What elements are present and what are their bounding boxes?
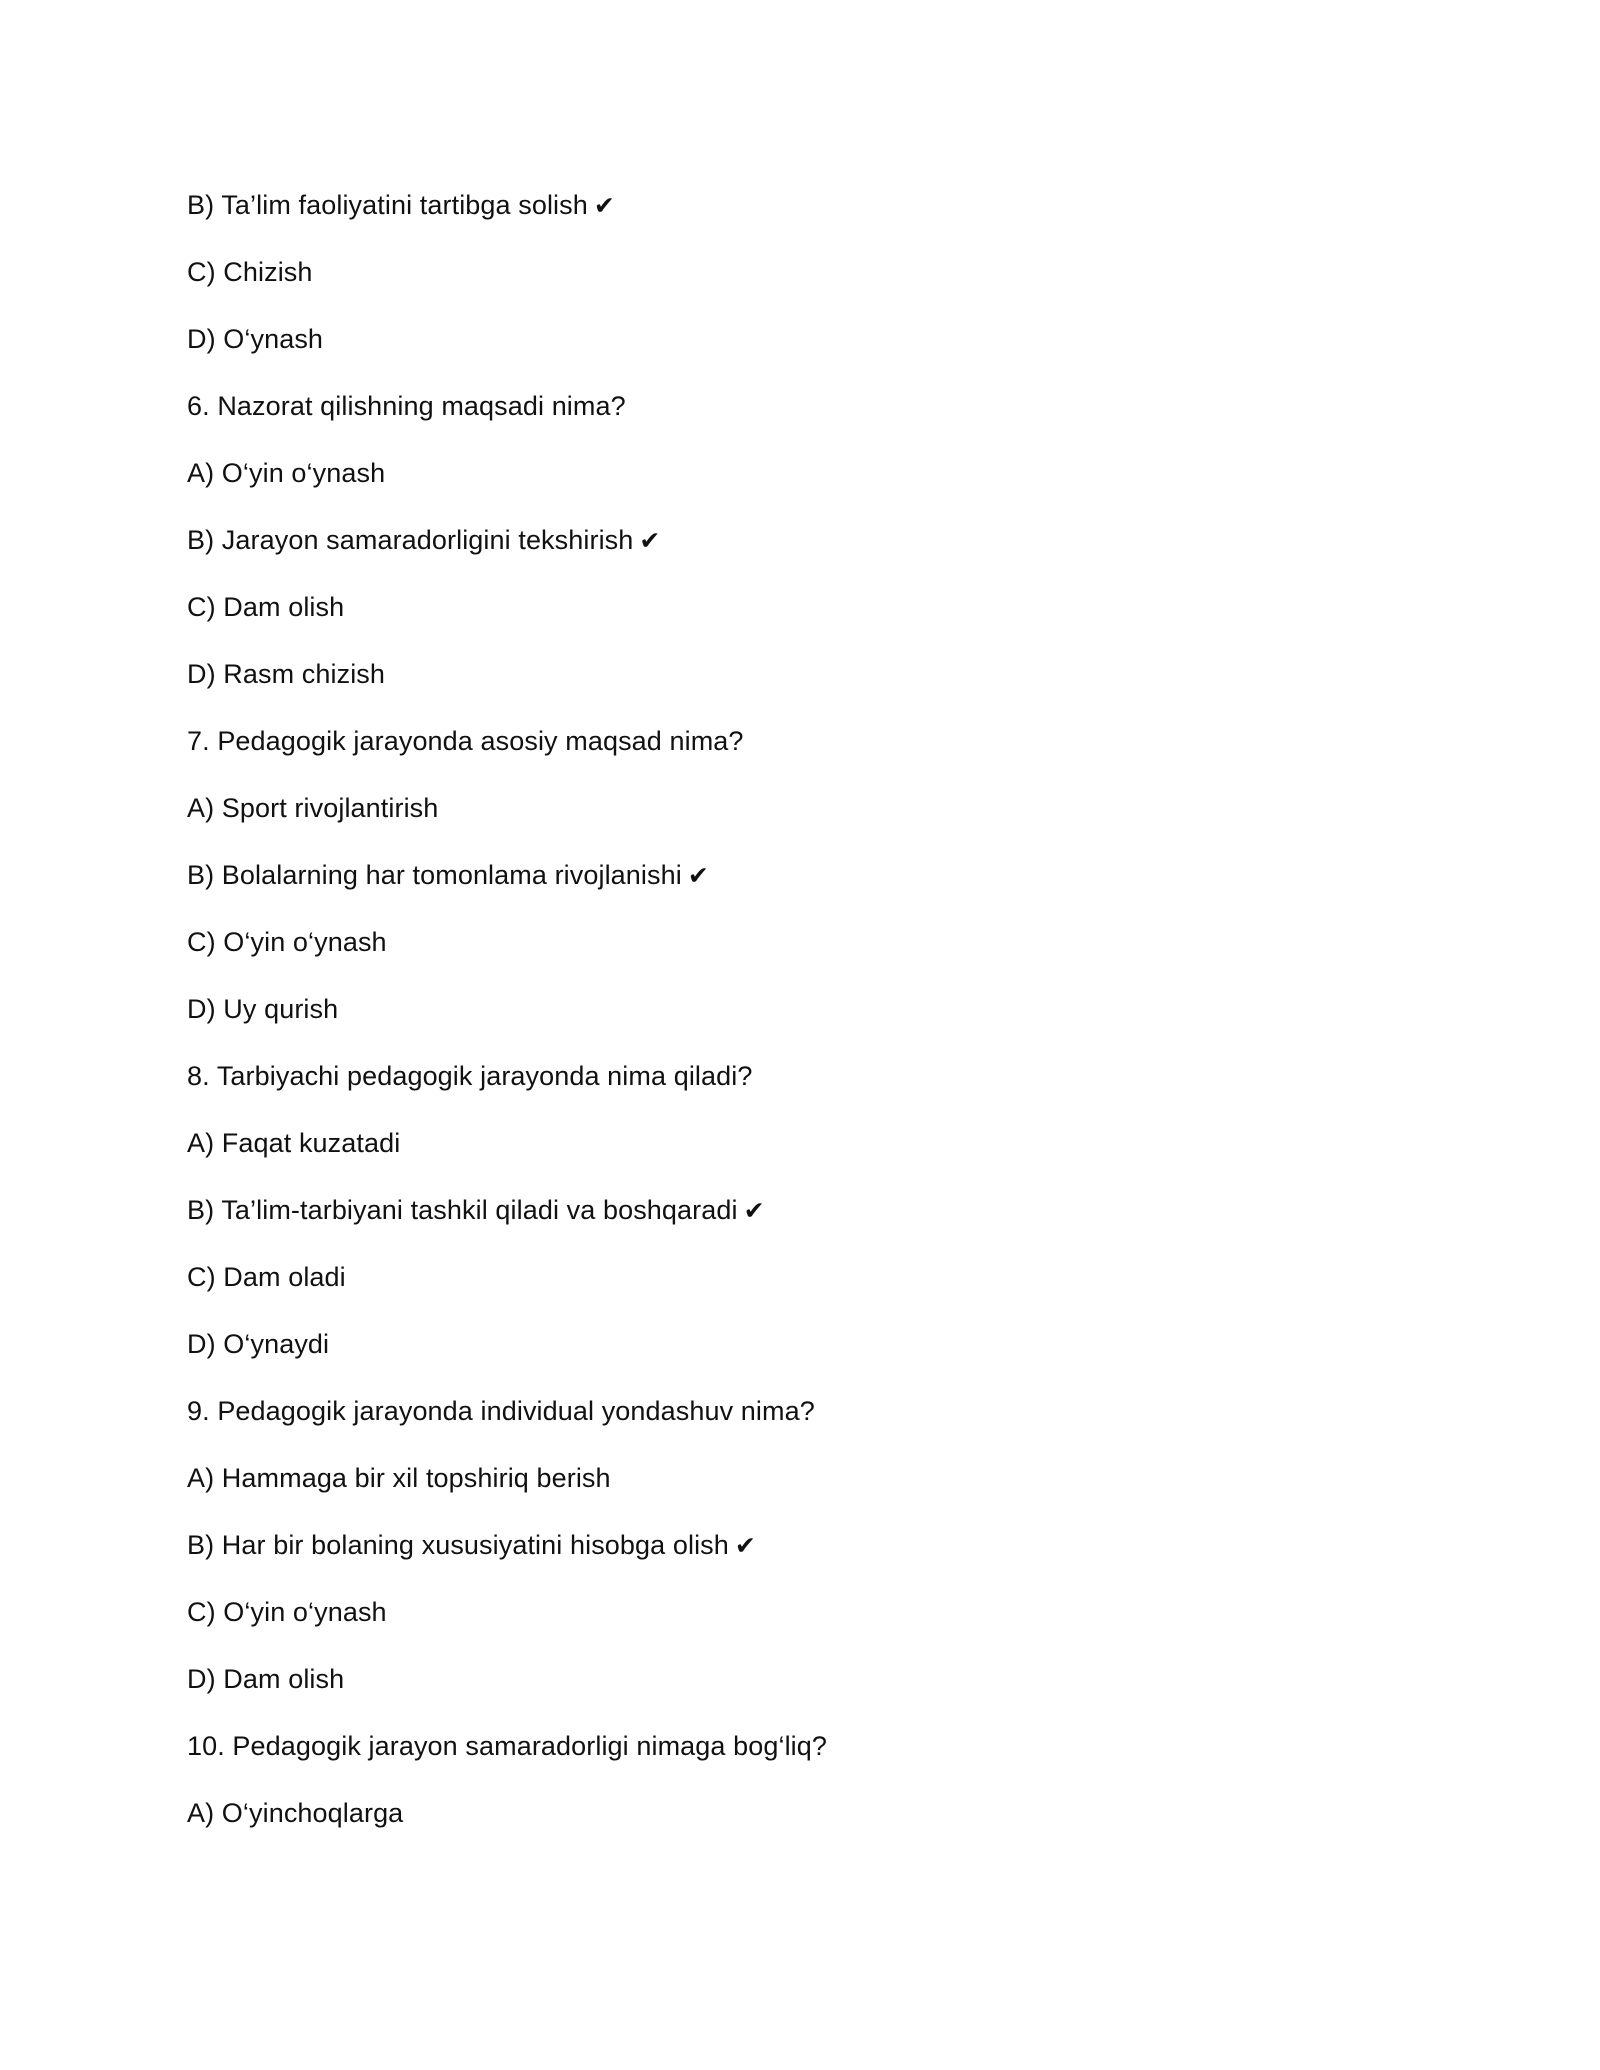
line-text: D) Uy qurish <box>187 994 339 1024</box>
answer-option <box>187 1525 1437 1592</box>
line-text: C) O‘yin o‘ynash <box>187 1597 387 1627</box>
answer-option <box>187 855 1437 922</box>
line-text: D) O‘ynaydi <box>187 1329 330 1359</box>
answer-option <box>187 654 1437 721</box>
line-text: B) Ta’lim-tarbiyani tashkil qiladi va boshqaradi <box>187 1195 738 1225</box>
line-text: C) Dam oladi <box>187 1262 346 1292</box>
answer-option <box>187 1659 1437 1726</box>
question-text <box>187 386 1437 453</box>
line-text: B) Ta’lim faoliyatini tartibga solish <box>187 190 588 220</box>
line-text: D) Dam olish <box>187 1664 345 1694</box>
line-text: C) Dam olish <box>187 592 345 622</box>
line-text: C) Chizish <box>187 257 313 287</box>
line-text: B) Jarayon samaradorligini tekshirish <box>187 525 634 555</box>
question-list <box>187 185 1437 1860</box>
line-text: 10. Pedagogik jarayon samaradorligi nimaga bog‘liq? <box>187 1731 827 1761</box>
check-mark-icon: ✔ <box>743 1196 765 1225</box>
line-text: A) Sport rivojlantirish <box>187 793 439 823</box>
answer-option <box>187 788 1437 855</box>
question-text <box>187 721 1437 788</box>
line-text: 6. Nazorat qilishning maqsadi nima? <box>187 391 626 421</box>
answer-option <box>187 1123 1437 1190</box>
answer-option <box>187 185 1437 252</box>
answer-option <box>187 1592 1437 1659</box>
check-mark-icon: ✔ <box>687 861 709 890</box>
answer-option <box>187 1793 1437 1860</box>
check-mark-icon: ✔ <box>734 1531 756 1560</box>
question-text <box>187 1391 1437 1458</box>
answer-option <box>187 1190 1437 1257</box>
answer-option <box>187 520 1437 587</box>
line-text: 7. Pedagogik jarayonda asosiy maqsad nima? <box>187 726 744 756</box>
question-text <box>187 1726 1437 1793</box>
line-text: B) Har bir bolaning xususiyatini hisobga olish <box>187 1530 729 1560</box>
check-mark-icon: ✔ <box>593 191 615 220</box>
line-text: A) Faqat kuzatadi <box>187 1128 401 1158</box>
line-text: A) O‘yinchoqlarga <box>187 1798 404 1828</box>
line-text: D) O‘ynash <box>187 324 324 354</box>
check-mark-icon: ✔ <box>639 526 661 555</box>
line-text: 9. Pedagogik jarayonda individual yondashuv nima? <box>187 1396 815 1426</box>
answer-option <box>187 319 1437 386</box>
question-text <box>187 1056 1437 1123</box>
answer-option <box>187 252 1437 319</box>
line-text: D) Rasm chizish <box>187 659 386 689</box>
answer-option <box>187 453 1437 520</box>
answer-option <box>187 1257 1437 1324</box>
line-text: A) O‘yin o‘ynash <box>187 458 386 488</box>
answer-option <box>187 587 1437 654</box>
answer-option <box>187 989 1437 1056</box>
line-text: C) O‘yin o‘ynash <box>187 927 387 957</box>
line-text: B) Bolalarning har tomonlama rivojlanishi <box>187 860 682 890</box>
answer-option <box>187 922 1437 989</box>
answer-option <box>187 1458 1437 1525</box>
line-text: A) Hammaga bir xil topshiriq berish <box>187 1463 611 1493</box>
line-text: 8. Tarbiyachi pedagogik jarayonda nima qiladi? <box>187 1061 753 1091</box>
answer-option <box>187 1324 1437 1391</box>
